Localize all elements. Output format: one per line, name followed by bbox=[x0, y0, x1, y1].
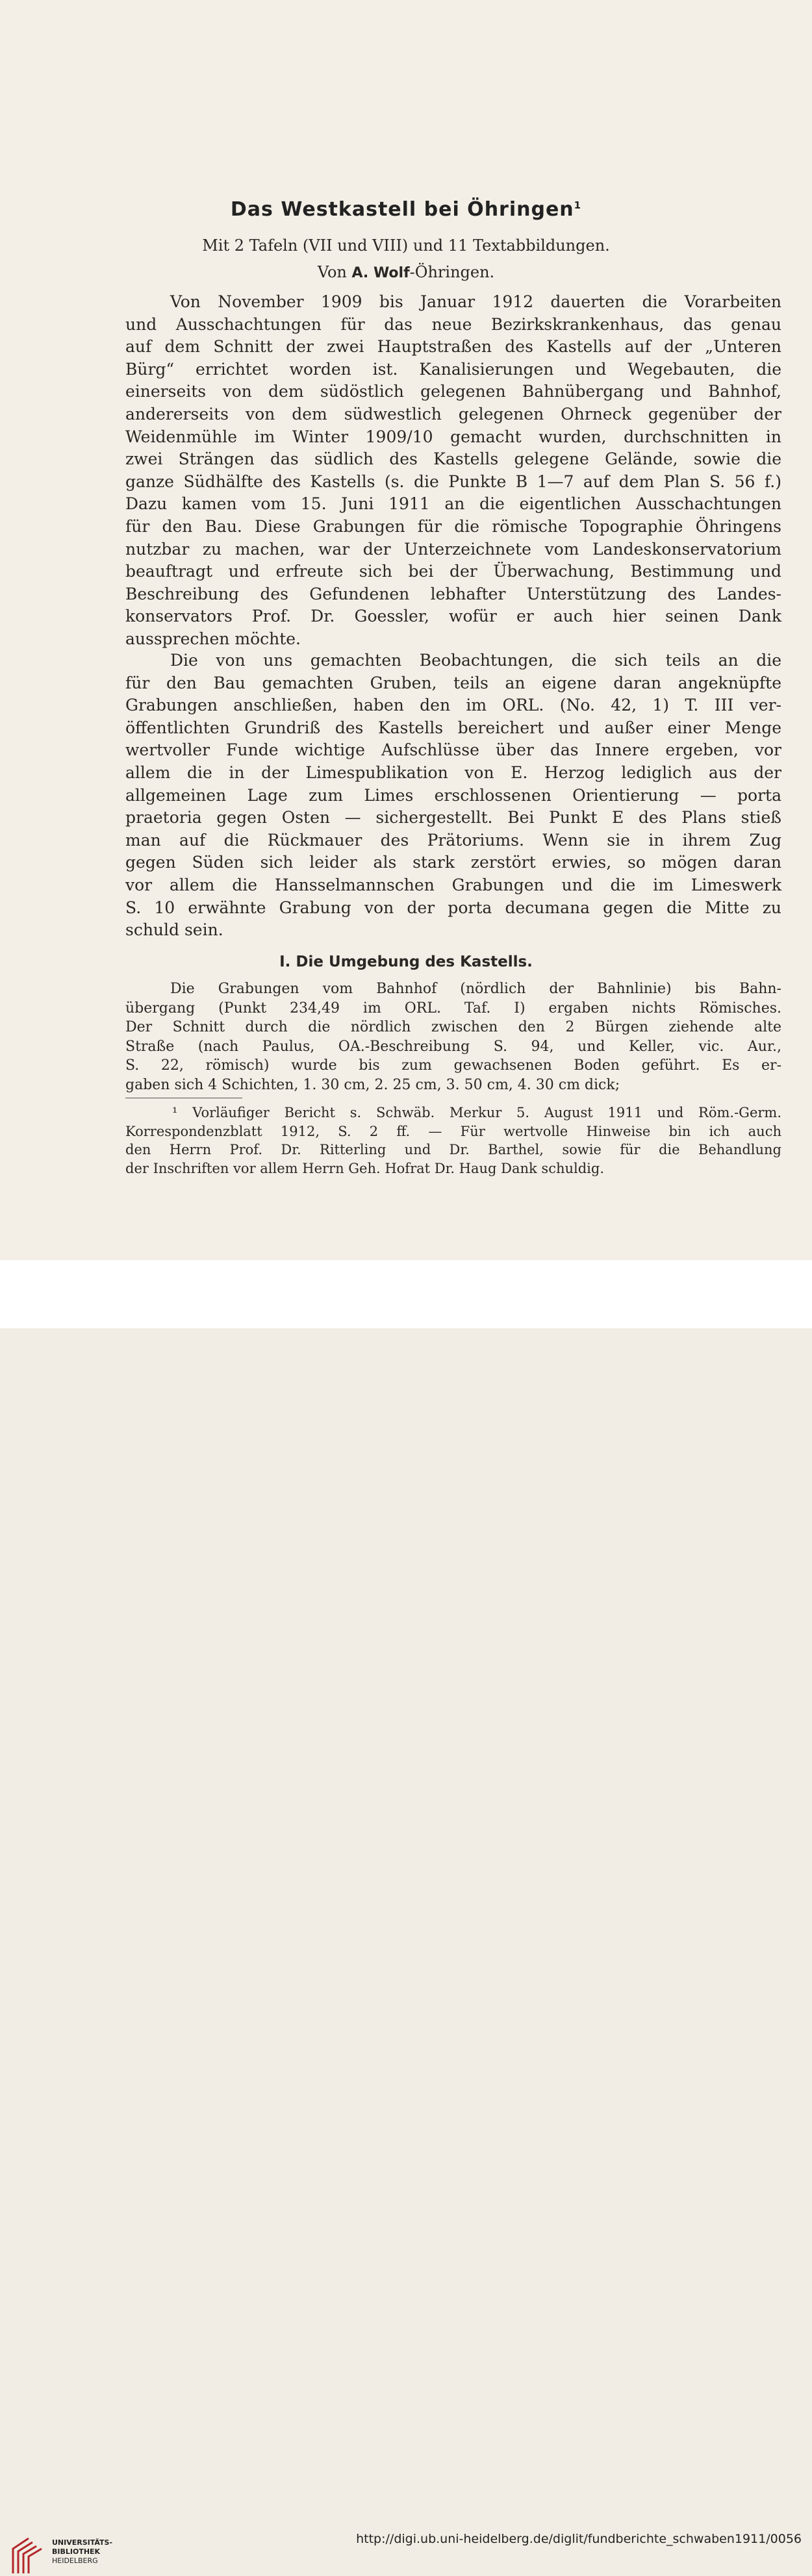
text-line: der Inschriften vor allem Herrn Geh. Hofrat Dr. Haug Dank schuldig. bbox=[125, 1160, 605, 1176]
text-line: man auf die Rückmauer des Prätoriums. Wenn sie in ihrem Zug bbox=[125, 830, 781, 850]
text-line: wertvoller Funde wichtige Aufschlüsse über das Innere ergeben, vor bbox=[125, 740, 781, 760]
text-line: Weidenmühle im Winter 1909/10 gemacht wurden, durchschnitten in bbox=[125, 427, 781, 446]
text-line: allgemeinen Lage zum Limes erschlossenen Orientierung — porta bbox=[125, 785, 781, 805]
text-line: zwei Strängen das südlich des Kastells gelegene Gelände, sowie die bbox=[125, 449, 781, 469]
text-line: aussprechen möchte. bbox=[125, 629, 301, 648]
text-line: für den Bau gemachten Gruben, teils an eigene daran angeknüpfte bbox=[125, 673, 781, 692]
text-line: nutzbar zu machen, war der Unterzeichnete vom Landeskonservatorium bbox=[125, 539, 781, 559]
text-line: gegen Süden sich leider als stark zerstört erwies, so mögen daran bbox=[125, 853, 781, 872]
text-line: S. 10 erwähnte Grabung von der porta decumana gegen die Mitte zu bbox=[125, 898, 781, 917]
scanned-page bbox=[0, 0, 812, 1260]
text-line: andererseits von dem südwestlich gelegenen Ohrneck gegenüber der bbox=[125, 405, 781, 423]
text-line: gaben sich 4 Schichten, 1. 30 cm, 2. 25 cm, 3. 50 cm, 4. 30 cm dick; bbox=[125, 1076, 620, 1093]
text-line: übergang (Punkt 234,49 im ORL. Taf. I) ergaben nichts Römisches. bbox=[125, 1000, 781, 1017]
text-line: Der Schnitt durch die nördlich zwischen den 2 Bürgen ziehende alte bbox=[125, 1019, 781, 1035]
text-line: ¹ Vorläufiger Bericht s. Schwäb. Merkur 5. August 1911 und Röm.-Germ. bbox=[172, 1105, 781, 1120]
text-line: allem die in der Limespublikation von E. Herzog lediglich aus der bbox=[125, 763, 781, 782]
text-line: Straße (nach Paulus, OA.-Beschreibung S. 94, und Keller, vic. Aur., bbox=[125, 1038, 781, 1055]
text-line: Grabungen anschließen, haben den im ORL. (No. 42, 1) T. III ver- bbox=[125, 696, 781, 715]
text-line: Die Grabungen vom Bahnhof (nördlich der Bahnlinie) bis Bahn- bbox=[170, 981, 781, 997]
text-line: Korrespondenzblatt 1912, S. 2 ff. — Für wertvolle Hinweise bin ich auch bbox=[125, 1123, 781, 1139]
byline: Von A. Wolf-Öhringen. bbox=[317, 263, 495, 281]
text-line: auf dem Schnitt der zwei Hauptstraßen des Kastells auf der „Unteren bbox=[125, 337, 781, 357]
text-line: S. 22, römisch) wurde bis zum gewachsenen Boden geführt. Es er- bbox=[125, 1057, 781, 1074]
article-title: Das Westkastell bei Öhringen$^1$ bbox=[230, 198, 582, 221]
text-line: Bürg“ errichtet worden ist. Kanalisierungen und Wegebauten, die bbox=[125, 359, 781, 379]
page-footer bbox=[0, 1260, 812, 2565]
text-line: konservators Prof. Dr. Goessler, wofür er auch hier seinen Dank bbox=[125, 607, 781, 626]
footnote-mark: 1 bbox=[574, 199, 582, 211]
text-line: beauftragt und erfreute sich bei der Überwachung, Bestimmung und bbox=[125, 562, 781, 581]
text-line: schuld sein. bbox=[125, 920, 223, 940]
text-line: vor allem die Hansselmannschen Grabungen und die im Limeswerk bbox=[125, 876, 781, 894]
text-line: Beschreibung des Gefundenen lebhafter Unterstützung des Landes- bbox=[125, 584, 781, 603]
text-line: praetoria gegen Osten — sichergestellt. Bei Punkt E des Plans stieß bbox=[125, 808, 781, 827]
text-line: Dazu kamen vom 15. Juni 1911 an die eigentlichen Ausschachtungen bbox=[125, 494, 781, 514]
text-line: Die von uns gemachten Beobachtungen, die sich teils an die bbox=[170, 651, 781, 670]
text-line: und Ausschachtungen für das neue Bezirkskrankenhaus, das genau bbox=[125, 314, 781, 334]
text-line: für den Bau. Diese Grabungen für die römische Topographie Öhringens bbox=[125, 517, 781, 536]
library-name: UNIVERSITÄTS- BIBLIOTHEK HEIDELBERG bbox=[52, 2538, 113, 2565]
article-subtitle: Mit 2 Tafeln (VII und VIII) und 11 Textabbildungen. bbox=[202, 236, 610, 255]
author-name: A. Wolf bbox=[351, 265, 410, 281]
library-logo-icon bbox=[9, 2534, 47, 2576]
text-line: ganze Südhälfte des Kastells (s. die Punkte B 1—7 auf dem Plan S. 56 f.) bbox=[125, 472, 781, 491]
text-line: den Herrn Prof. Dr. Ritterling und Dr. Barthel, sowie für die Behandlung bbox=[125, 1142, 781, 1157]
text-line: einerseits von dem südöstlich gelegenen Bahnübergang und Bahnhof, bbox=[125, 382, 781, 401]
text-line: Von November 1909 bis Januar 1912 dauerten die Vorarbeiten bbox=[170, 292, 781, 311]
section-heading: I. Die Umgebung des Kastells. bbox=[279, 953, 533, 970]
source-url[interactable]: http://digi.ub.uni-heidelberg.de/diglit/fundberichte_schwaben1911/0056 bbox=[356, 2532, 802, 2546]
text-line: öffentlichten Grundriß des Kastells bereichert und außer einer Menge bbox=[125, 718, 781, 737]
